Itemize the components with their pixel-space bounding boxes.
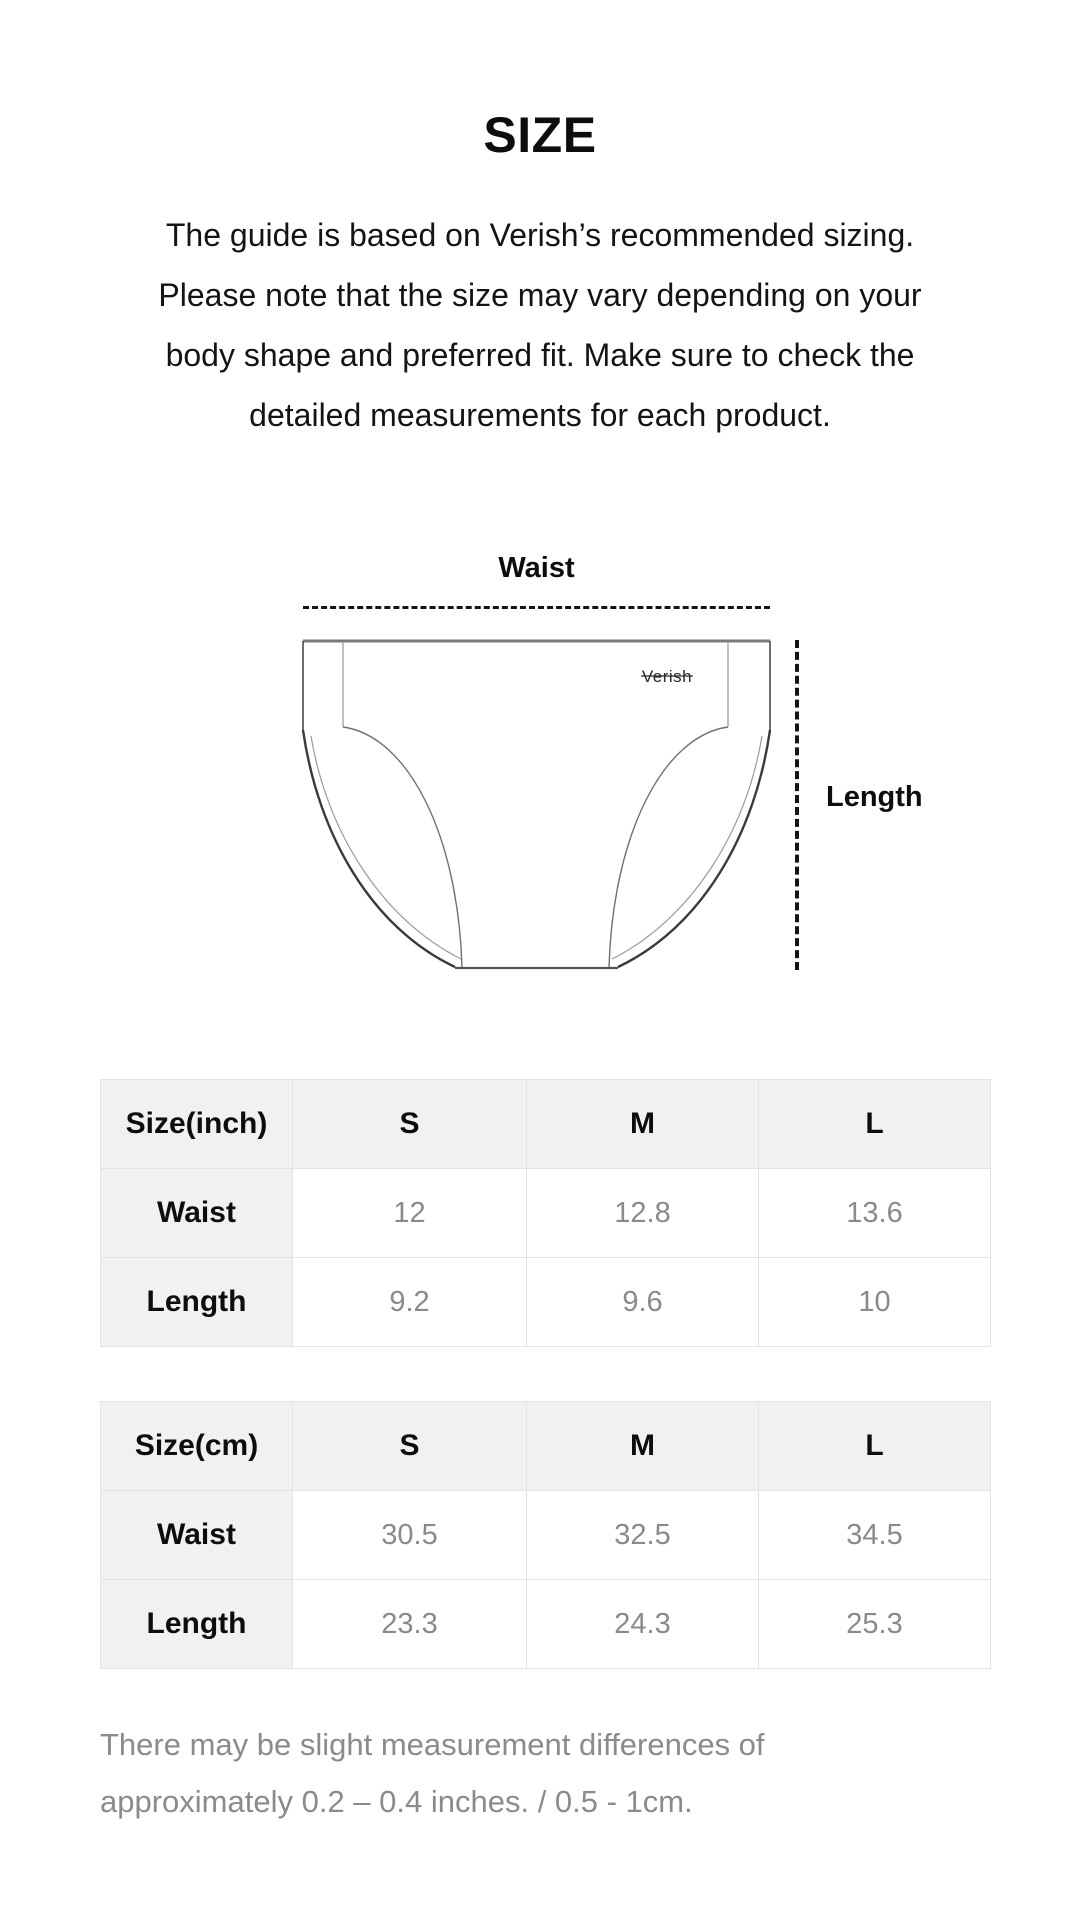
intro-line: The guide is based on Verish’s recommended sizing.	[165, 217, 915, 253]
size-value: 13.6	[759, 1169, 991, 1258]
column-header: Size(cm)	[101, 1402, 293, 1491]
intro-line: detailed measurements for each product.	[249, 397, 831, 433]
intro-line: Please note that the size may vary depending on your	[158, 277, 922, 313]
waist-dashed-line	[303, 606, 770, 609]
row-label: Length	[101, 1258, 293, 1347]
size-value: 12	[293, 1169, 527, 1258]
intro-paragraph	[0, 205, 1080, 445]
column-header: S	[293, 1080, 527, 1169]
column-header: M	[527, 1402, 759, 1491]
size-value: 23.3	[293, 1580, 527, 1669]
size-table-cm	[100, 1401, 991, 1669]
length-measure-label: Length	[826, 781, 923, 813]
column-header: L	[759, 1080, 991, 1169]
measurement-disclaimer	[100, 1716, 1000, 1830]
column-header: M	[527, 1080, 759, 1169]
size-value: 34.5	[759, 1491, 991, 1580]
size-value: 24.3	[527, 1580, 759, 1669]
row-label: Length	[101, 1580, 293, 1669]
briefs-illustration	[290, 630, 810, 980]
size-value: 9.6	[527, 1258, 759, 1347]
disclaimer-line: approximately 0.2 – 0.4 inches. / 0.5 - 1cm.	[100, 1784, 693, 1819]
size-value: 32.5	[527, 1491, 759, 1580]
size-value: 25.3	[759, 1580, 991, 1669]
table-row	[101, 1491, 991, 1580]
column-header: S	[293, 1402, 527, 1491]
disclaimer-line: There may be slight measurement differences of	[100, 1727, 765, 1762]
size-table-inch	[100, 1079, 991, 1347]
row-label: Waist	[101, 1491, 293, 1580]
table-header-row	[101, 1402, 991, 1491]
page-title: SIZE	[483, 107, 597, 163]
column-header: L	[759, 1402, 991, 1491]
brand-logo: Verish	[641, 667, 693, 686]
size-value: 9.2	[293, 1258, 527, 1347]
table-row	[101, 1580, 991, 1669]
column-header: Size(inch)	[101, 1080, 293, 1169]
row-label: Waist	[101, 1169, 293, 1258]
intro-line: body shape and preferred fit. Make sure to check the	[165, 337, 915, 373]
table-row	[101, 1258, 991, 1347]
table-row	[101, 1169, 991, 1258]
size-value: 12.8	[527, 1169, 759, 1258]
table-header-row	[101, 1080, 991, 1169]
size-value: 10	[759, 1258, 991, 1347]
waist-measure-label: Waist	[498, 552, 575, 584]
size-value: 30.5	[293, 1491, 527, 1580]
